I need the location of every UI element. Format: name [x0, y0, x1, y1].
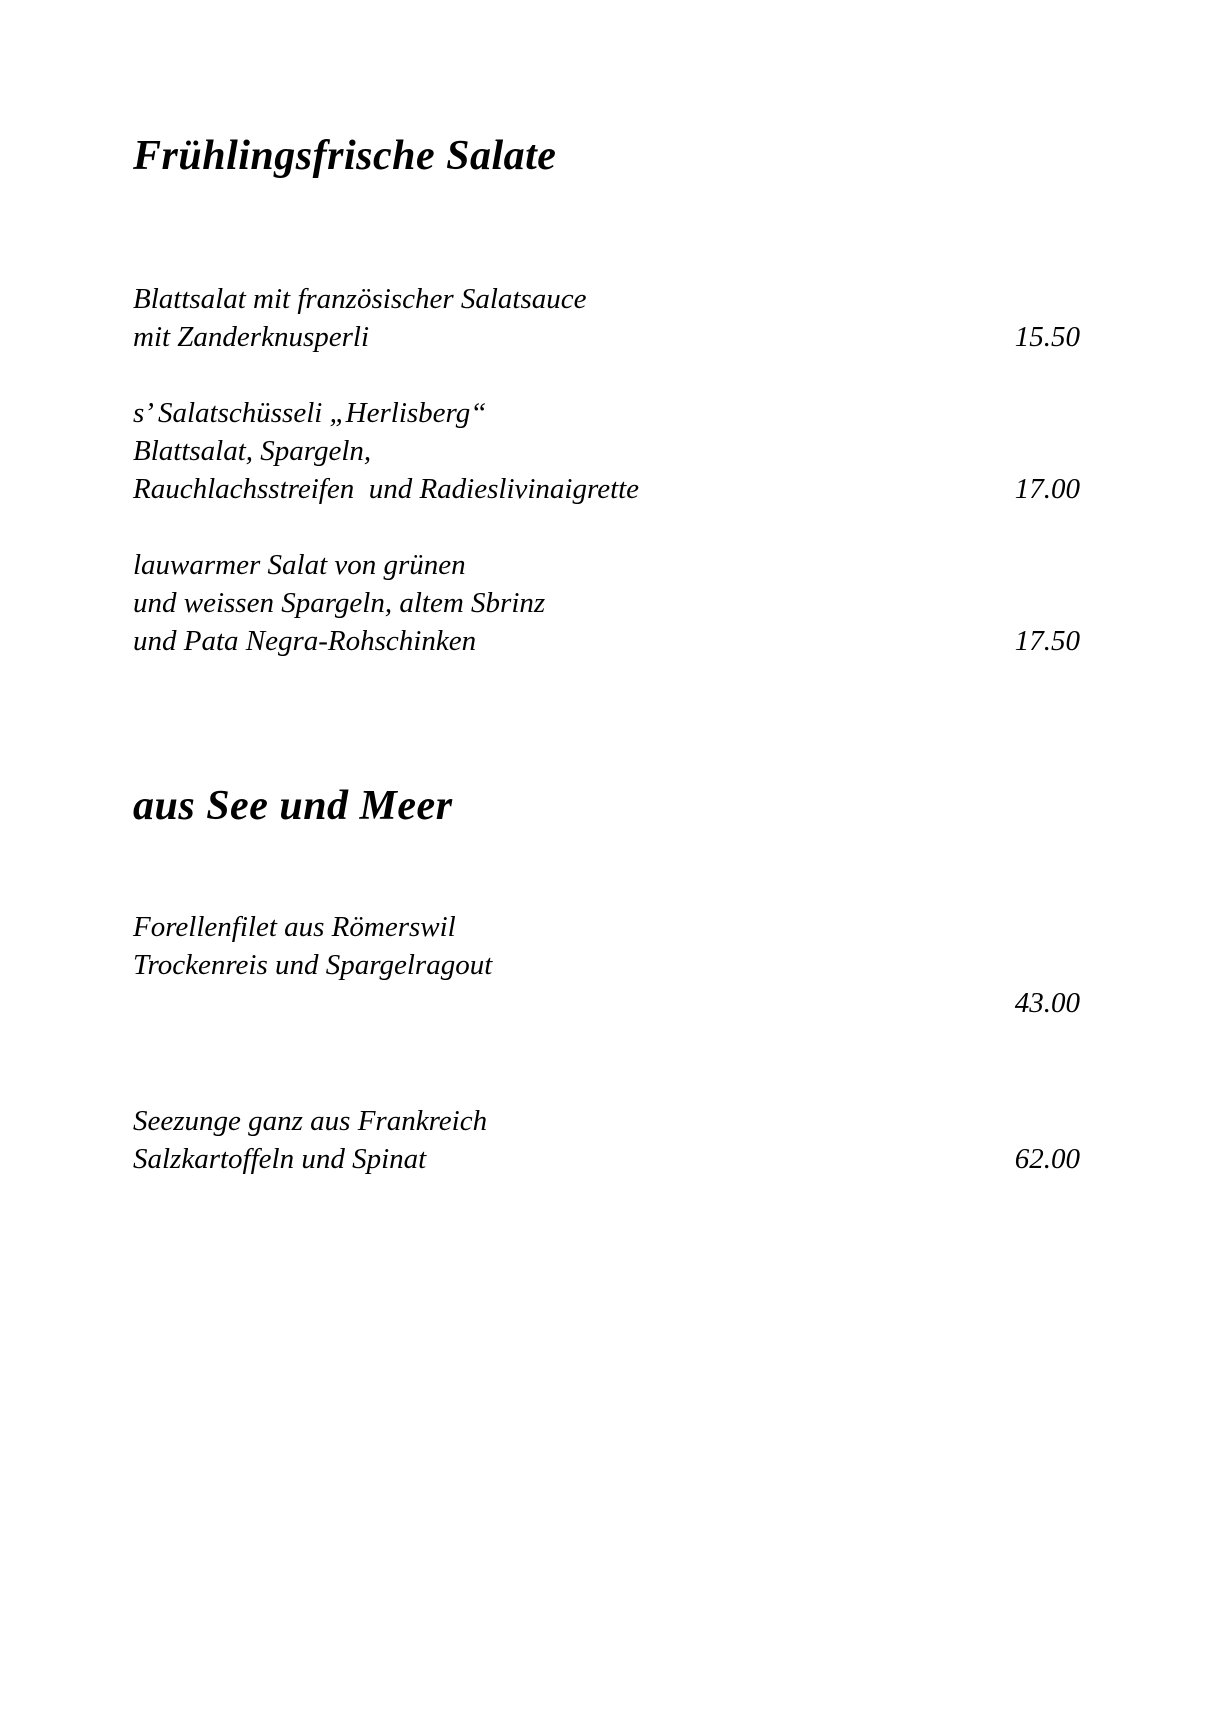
- section-heading-sea: aus See und Meer: [133, 783, 453, 829]
- dish-line: Rauchlachsstreifen und Radieslivinaigrette: [133, 473, 640, 505]
- dish-line-row: [133, 946, 1080, 984]
- dish-line-row: [133, 584, 1080, 622]
- section-spring-salads: [133, 128, 1080, 660]
- price-row: [133, 984, 1080, 1022]
- dish-line: Trockenreis und Spargelragout: [133, 949, 493, 981]
- dish-line: mit Zanderknusperli: [133, 321, 370, 353]
- dish-line: Blattsalat mit französischer Salatsauce: [133, 283, 587, 315]
- dish-line: Forellenfilet aus Römerswil: [133, 911, 456, 943]
- section-heading-salads: Frühlingsfrische Salate: [133, 133, 557, 179]
- price: 43.00: [1014, 987, 1080, 1019]
- price: 17.50: [1014, 625, 1080, 657]
- dish-line: und weissen Spargeln, altem Sbrinz: [133, 587, 546, 619]
- dish-line-row: [133, 1102, 1080, 1140]
- dish-line: Seezunge ganz aus Frankreich: [133, 1105, 488, 1137]
- dish-line-row: [133, 394, 1080, 432]
- menu-item-blattsalat: [133, 280, 1080, 356]
- menu-content: [133, 0, 1080, 1178]
- dish-line: s’ Salatschüsseli „Herlisberg“: [133, 397, 487, 429]
- price: 15.50: [1014, 321, 1080, 353]
- dish-line-row: [133, 1140, 1080, 1178]
- dish-line-row: [133, 432, 1080, 470]
- dish-line: Blattsalat, Spargeln,: [133, 435, 372, 467]
- dish-line-row: [133, 318, 1080, 356]
- menu-item-seezunge: [133, 1102, 1080, 1178]
- dish-line-row: [133, 622, 1080, 660]
- section-sea-and-lake: [133, 778, 1080, 1178]
- price: 17.00: [1014, 473, 1080, 505]
- menu-item-forellenfilet: [133, 908, 1080, 1022]
- dish-line: lauwarmer Salat von grünen: [133, 549, 466, 581]
- price: 62.00: [1014, 1143, 1080, 1175]
- dish-line: Salzkartoffeln und Spinat: [133, 1143, 427, 1175]
- dish-line-row: [133, 280, 1080, 318]
- dish-line-row: [133, 470, 1080, 508]
- menu-item-lauwarmer-salat: [133, 546, 1080, 660]
- dish-line: und Pata Negra-Rohschinken: [133, 625, 477, 657]
- menu-item-salatschuesseli: [133, 394, 1080, 508]
- dish-line-row: [133, 908, 1080, 946]
- dish-line-row: [133, 546, 1080, 584]
